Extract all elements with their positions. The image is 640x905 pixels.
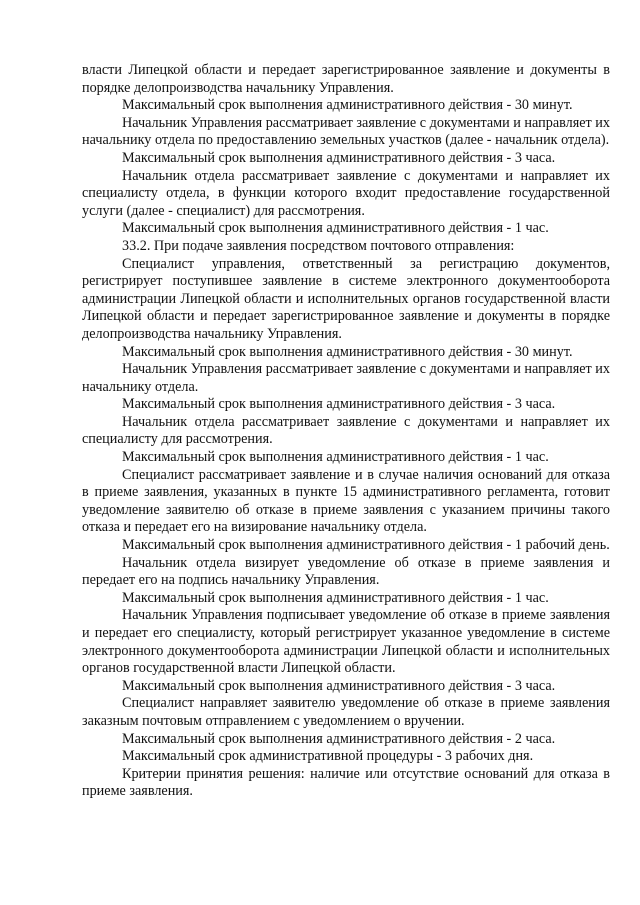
paragraph-decision-criteria: Критерии принятия решения: наличие или отсутствие оснований для отказа в приеме заявления. — [82, 765, 610, 800]
paragraph: Начальник отдела рассматривает заявление с документами и направляет их специалисту отдела, в функции которого входит предоставление государственной услуги (далее - специалист) для рассмотрения. — [82, 167, 610, 219]
paragraph: Начальник Управления подписывает уведомление об отказе в приеме заявления и передает его специалисту, который регистрирует указанное уведомление в системе электронного документооборота администрации Липецкой области и исполнительных органов государственной власти Липецкой области. — [82, 607, 610, 677]
paragraph: Начальник отдела рассматривает заявление с документами и направляет их специалисту для рассмотрения. — [82, 413, 610, 448]
paragraph-time-limit: Максимальный срок выполнения административного действия - 2 часа. — [122, 730, 556, 747]
paragraph: Начальник Управления рассматривает заявление с документами и направляет их начальнику отдела по предоставлению земельных участков (далее - начальник отдела). — [82, 114, 610, 149]
paragraph-procedure-limit: Максимальный срок административной процедуры - 3 рабочих дня. — [122, 748, 534, 765]
paragraph-time-limit: Максимальный срок выполнения административного действия - 3 часа. — [122, 149, 556, 166]
paragraph-time-limit: Максимальный срок выполнения административного действия - 1 час. — [122, 589, 549, 606]
paragraph-time-limit: Максимальный срок выполнения административного действия - 1 рабочий день. — [122, 537, 610, 554]
paragraph-time-limit: Максимальный срок выполнения административного действия - 3 часа. — [122, 396, 556, 413]
document-page — [82, 62, 610, 801]
paragraph-time-limit: Максимальный срок выполнения административного действия - 3 часа. — [122, 677, 556, 694]
paragraph: Начальник отдела визирует уведомление об отказе в приеме заявления и передает его на подпись начальнику Управления. — [82, 554, 610, 589]
paragraph: Специалист рассматривает заявление и в случае наличия оснований для отказа в приеме заявления, указанных в пункте 15 административного регламента, готовит уведомление заявителю об отказе в приеме заявления с указанием причины такого отказа и передает его на визирование начальнику отдела. — [82, 466, 610, 536]
section-heading-33-2: 33.2. При подаче заявления посредством почтового отправления: — [122, 237, 515, 254]
paragraph: Начальник Управления рассматривает заявление с документами и направляет их начальнику отдела. — [82, 361, 610, 395]
paragraph-time-limit: Максимальный срок выполнения административного действия - 30 минут. — [122, 343, 573, 360]
paragraph: Специалист управления, ответственный за регистрацию документов, регистрирует поступившее заявление в системе электронного документооборота администрации Липецкой области и исполнительных органов государственной власти Липецкой области и передает зарегистрированное заявление и документы в порядке делопроизводства начальнику Управления. — [82, 255, 610, 342]
paragraph-time-limit: Максимальный срок выполнения административного действия - 1 час. — [122, 220, 549, 237]
paragraph-continuation: власти Липецкой области и передает зарегистрированное заявление и документы в порядке делопроизводства начальнику Управления. — [82, 62, 610, 96]
paragraph-time-limit: Максимальный срок выполнения административного действия - 1 час. — [122, 449, 549, 466]
paragraph-time-limit: Максимальный срок выполнения административного действия - 30 минут. — [122, 97, 573, 114]
paragraph: Специалист направляет заявителю уведомление об отказе в приеме заявления заказным почтовым отправлением с уведомлением о вручении. — [82, 695, 610, 729]
